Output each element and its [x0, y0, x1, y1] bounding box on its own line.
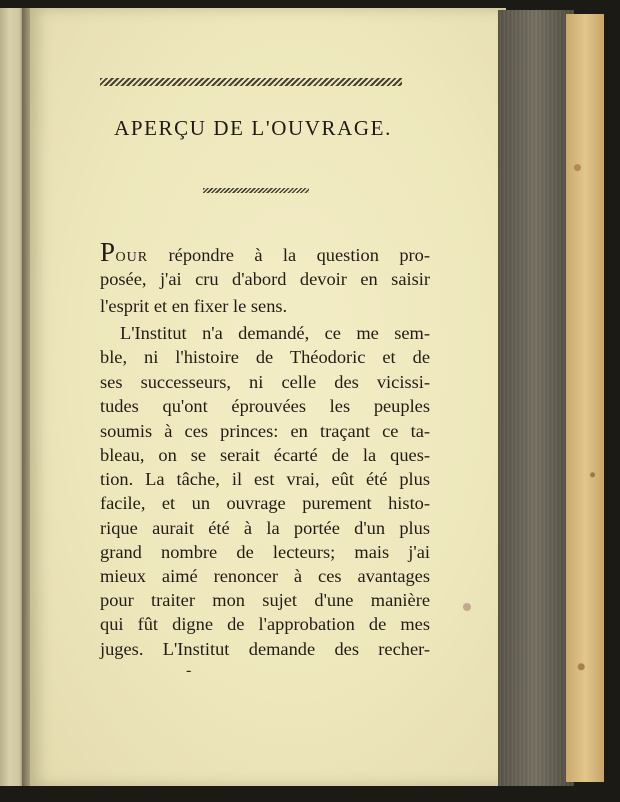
chapter-heading: APERÇU DE L'OUVRAGE. [114, 116, 392, 140]
text-line: tudes qu'ont éprouvées les peuples [100, 396, 430, 416]
paper-stain [463, 603, 471, 611]
heading-ornamental-rule [203, 188, 309, 193]
book-cover-board [566, 14, 604, 782]
text-line-content: répondre à la question pro- [168, 245, 430, 265]
drop-cap-initial: P [100, 237, 116, 267]
text-line: bleau, on se serait écarté de la ques- [100, 445, 430, 465]
text-line: soumis à ces princes: en traçant ce ta- [100, 421, 430, 441]
text-line: rique aurait été à la portée d'un plus [100, 518, 430, 538]
text-line: ble, ni l'histoire de Théodoric et de [100, 347, 430, 367]
text-line: mieux aimé renoncer à ces avantages [100, 566, 430, 586]
text-line: l'esprit et en fixer le sens. [100, 296, 288, 316]
top-ornamental-rule [100, 78, 402, 86]
left-facing-page [0, 8, 24, 786]
text-line: grand nombre de lecteurs; mais j'ai [100, 542, 430, 562]
small-caps-word: OUR [115, 250, 149, 265]
text-line: L'Institut n'a demandé, ce me sem- [120, 323, 430, 343]
text-line [100, 237, 430, 270]
text-line: tion. La tâche, il est vrai, eût été plus [100, 469, 430, 489]
page-edges-shade [498, 10, 574, 786]
text-line: ses successeurs, ni celle des vicissi- [100, 372, 430, 392]
text-line: pour traiter mon sujet d'une manière [100, 590, 430, 610]
bottom-mark: - [186, 662, 192, 679]
text-line: facile, et un ouvrage purement histo- [100, 493, 430, 513]
text-line: posée, j'ai cru d'abord devoir en saisir [100, 269, 430, 289]
text-line: qui fût digne de l'approbation de mes [100, 614, 430, 634]
text-line: juges. L'Institut demande des recher- [100, 639, 430, 659]
